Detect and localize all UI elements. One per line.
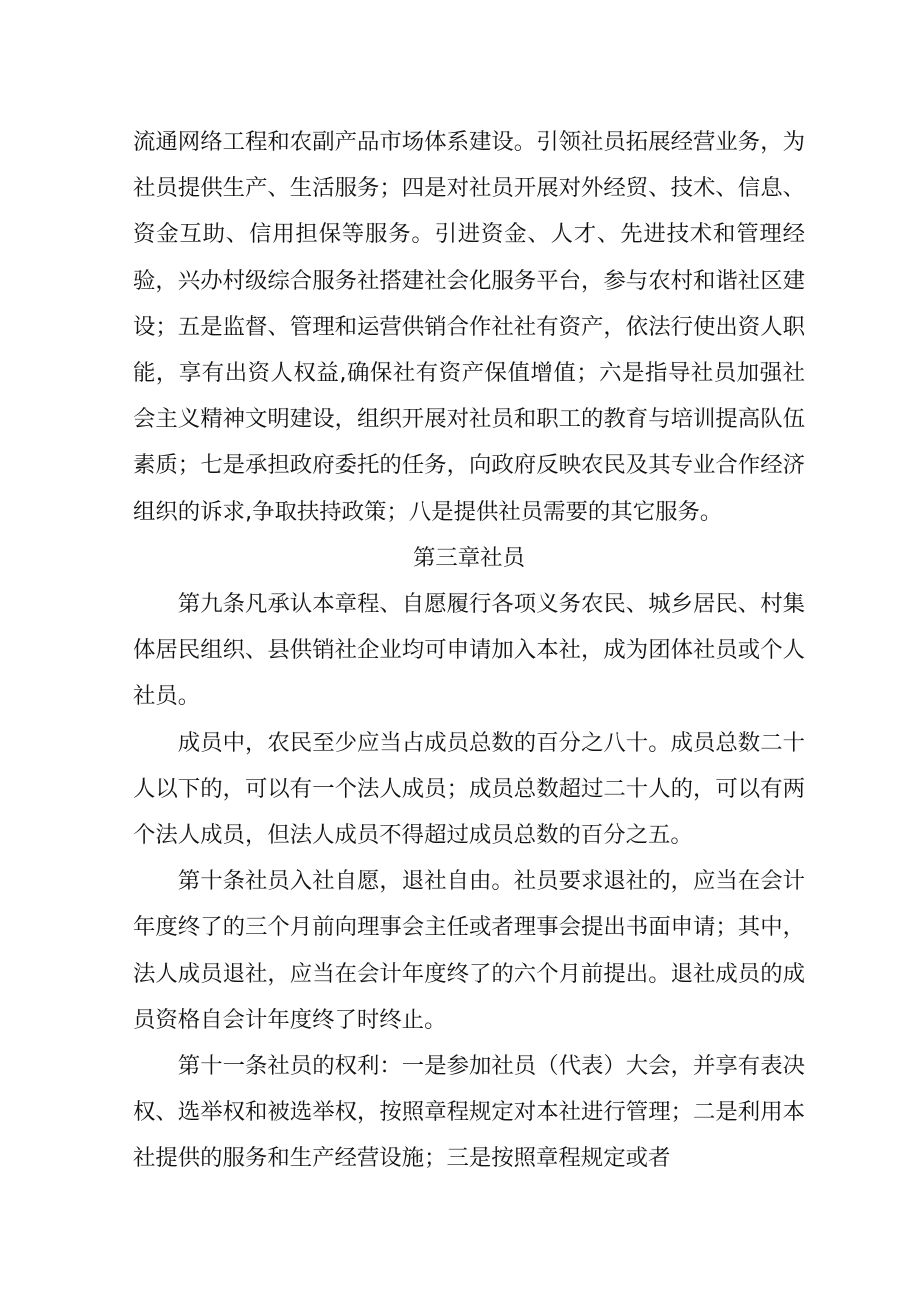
paragraph-article-11: 第十一条社员的权利：一是参加社员（代表）大会，并享有表决权、选举权和被选举权，按照章程规定对本社进行管理；二是利用本社提供的服务和生产经营设施；三是按照章程规定或者 bbox=[133, 1053, 805, 1172]
paragraph-member-composition: 成员中，农民至少应当占成员总数的百分之八十。成员总数二十人以下的，可以有一个法人成员；成员总数超过二十人的，可以有两个法人成员，但法人成员不得超过成员总数的百分之五。 bbox=[133, 729, 805, 849]
chapter-heading: 第三章社员 bbox=[413, 544, 525, 571]
paragraph-article-10: 第十条社员入社自愿，退社自由。社员要求退社的，应当在会计年度终了的三个月前向理事会主任或者理事会提出书面申请；其中，法人成员退社，应当在会计年度终了的六个月前提出。退社成员的成员资格自会计年度终了时终止。 bbox=[133, 868, 805, 1033]
paragraph-article-9: 第九条凡承认本章程、自愿履行各项义务农民、城乡居民、村集体居民组织、县供销社企业均可申请加入本社，成为团体社员或个人社员。 bbox=[133, 591, 805, 710]
paragraph-services-continued: 流通网络工程和农副产品市场体系建设。引领社员拓展经营业务，为社员提供生产、生活服务；四是对社员开展对外经贸、技术、信息、资金互助、信用担保等服务。引进资金、人才、先进技术和管理经验，兴办村级综合服务社搭建社会化服务平台，参与农村和谐社区建设；五是监督、管理和运营供销合作社社有资产，依法行使出资人职能，享有出资人权益,确保社有资产保值增值；六是指导社员加强社会主义精神文明建设，组织开展对社员和职工的教育与培训提高队伍素质；七是承担政府委托的任务，向政府反映农民及其专业合作经济组织的诉求,争取扶持政策；八是提供社员需要的其它服务。 bbox=[133, 129, 805, 525]
document-page bbox=[133, 119, 805, 1182]
